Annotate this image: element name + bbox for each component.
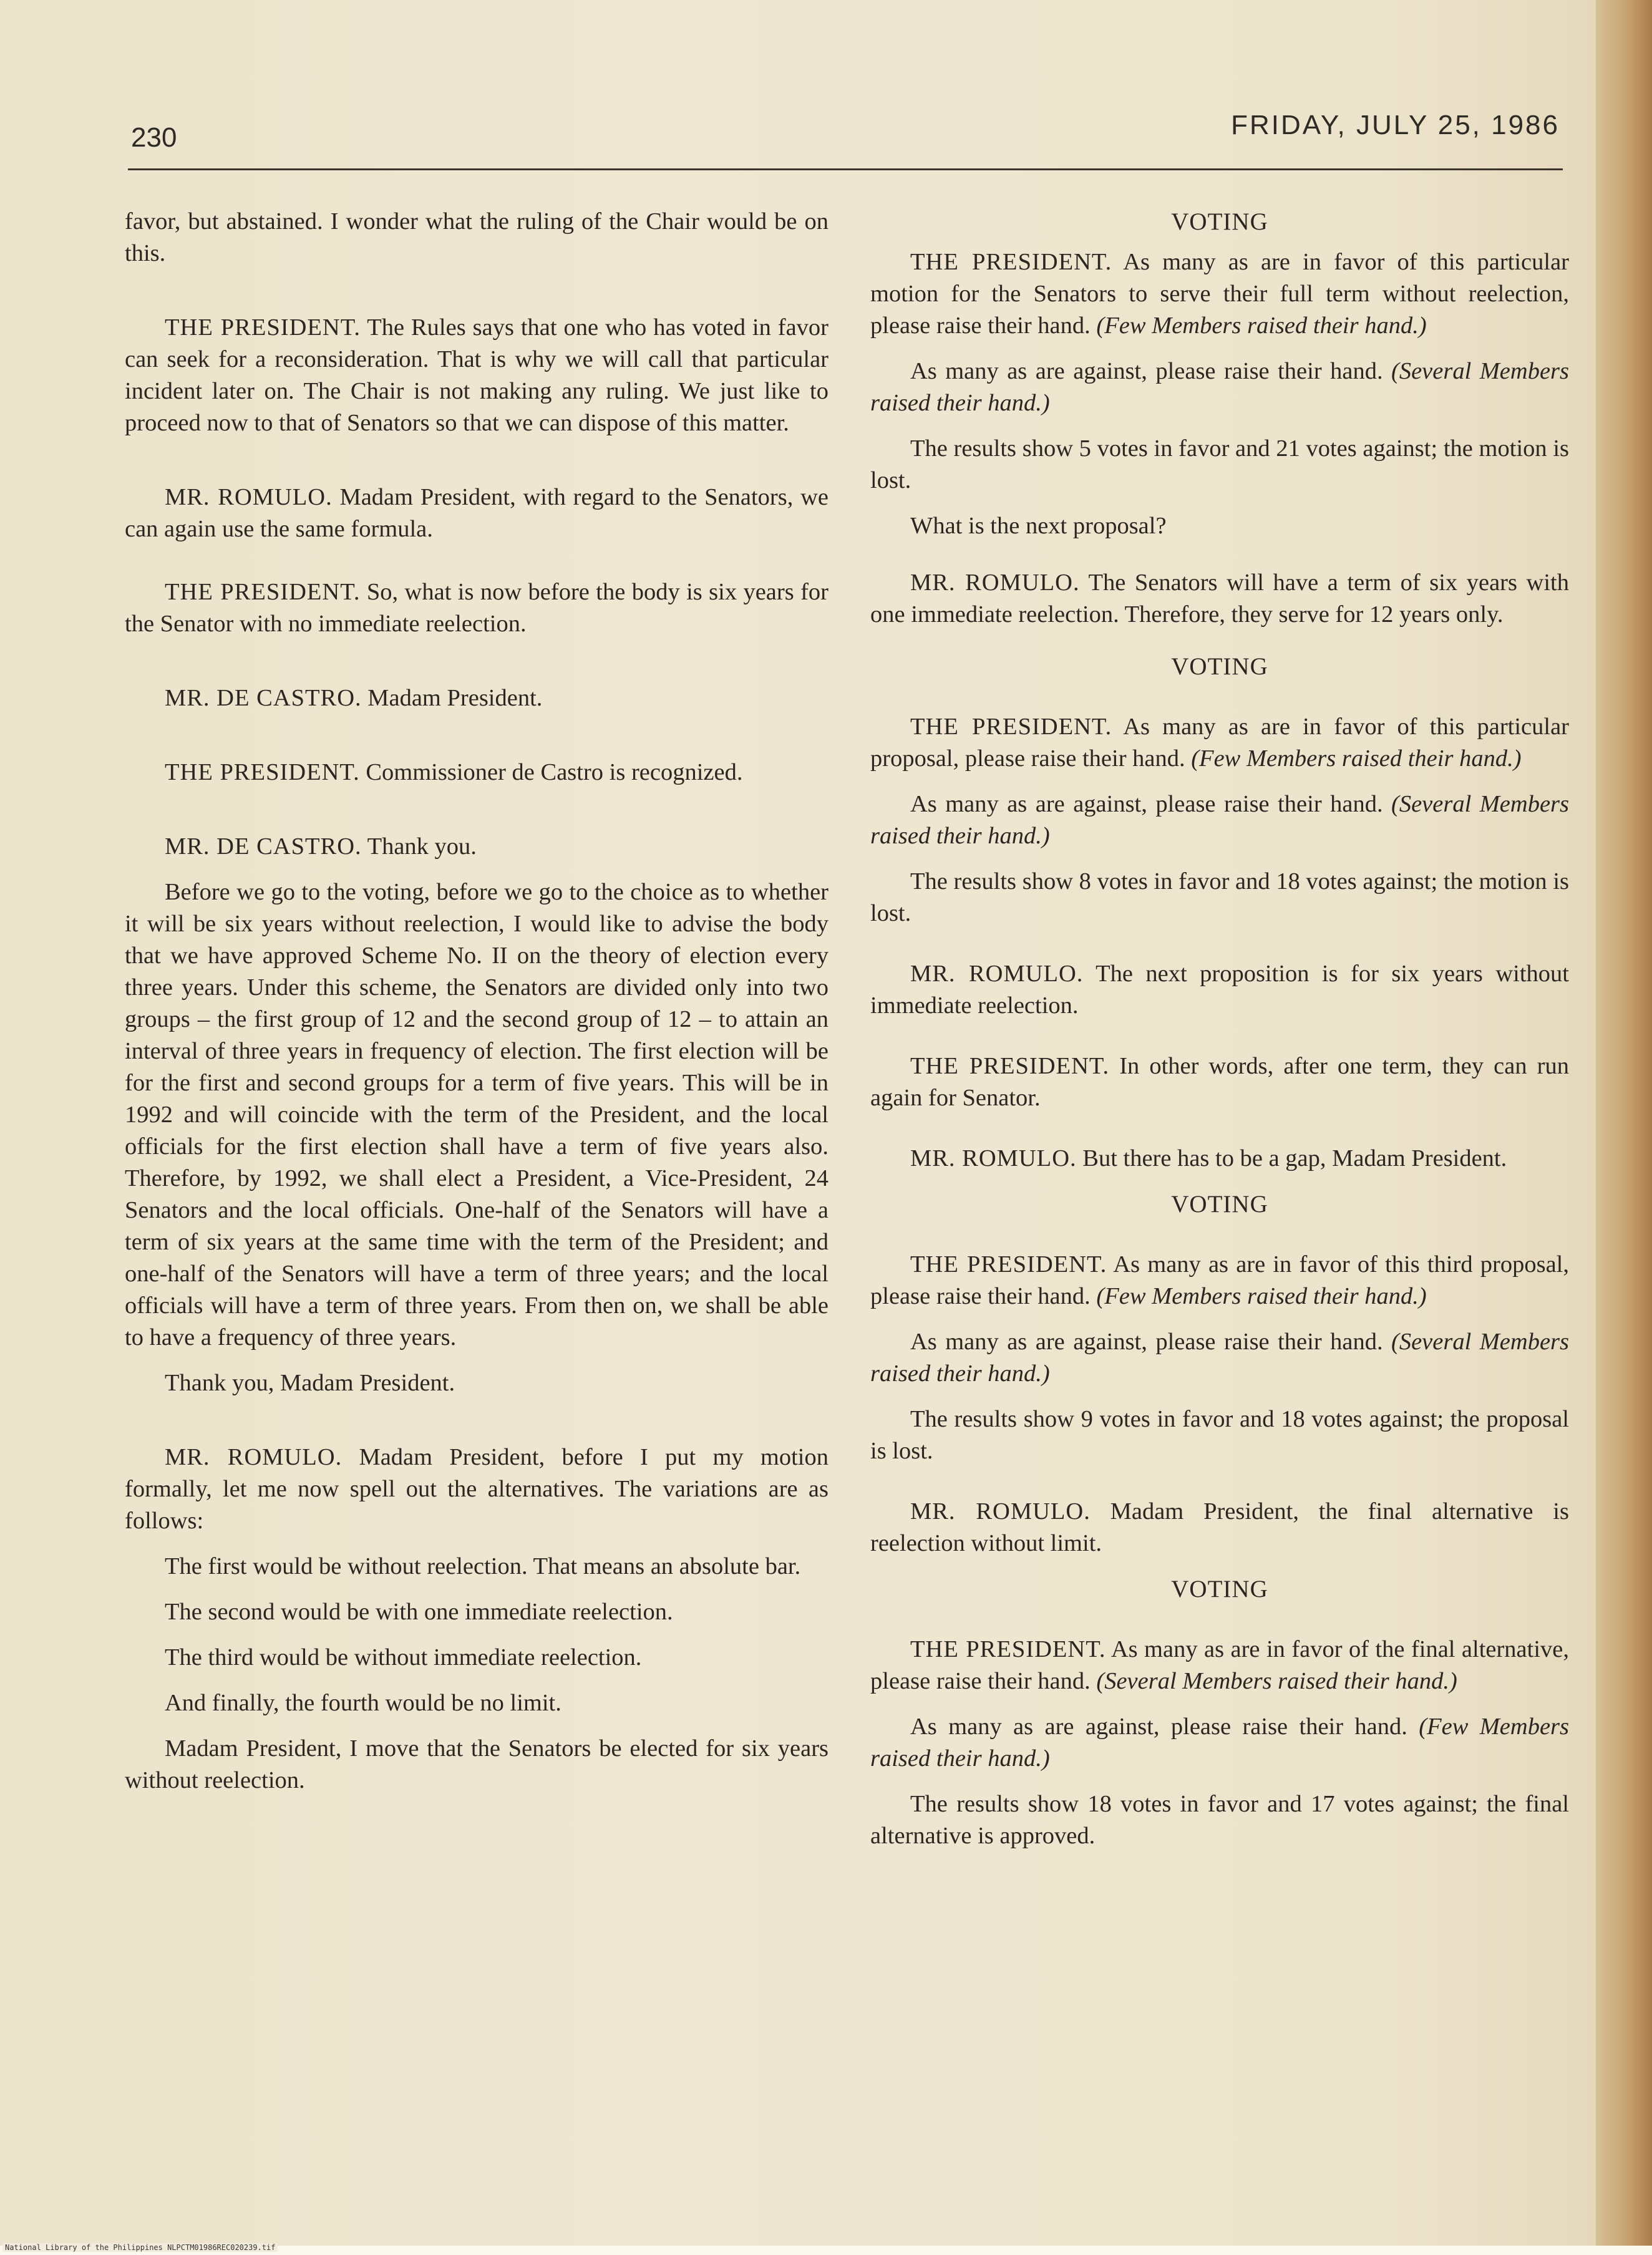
speaker-name: MR. ROMULO.	[910, 570, 1080, 596]
voting-heading: VOTING	[1171, 208, 1268, 235]
paragraph: favor, but abstained. I wonder what the ruling of the Chair would be on this.	[125, 208, 828, 266]
paragraph: And finally, the fourth would be no limit.	[165, 1690, 561, 1716]
paragraph: The results show 9 votes in favor and 18 votes against; the proposal is lost.	[870, 1406, 1569, 1464]
paragraph: What is the next proposal?	[910, 513, 1167, 539]
paragraph: MR. ROMULO. Madam President, with regard to the Senators, we can again use the same formula.	[125, 484, 828, 542]
speaker-name: THE PRESIDENT.	[910, 249, 1112, 275]
speaker-name: THE PRESIDENT.	[165, 314, 361, 341]
paragraph: THE PRESIDENT. As many as are in favor of this particular proposal, please raise their hand. (Few Members raised their hand.)	[870, 714, 1569, 772]
voting-heading: VOTING	[1171, 653, 1268, 680]
scan-credit: National Library of the Philippines NLPCTM01986REC020239.tif	[2, 2243, 278, 2252]
speaker-name: THE PRESIDENT.	[910, 714, 1112, 740]
voting-heading: VOTING	[1171, 1576, 1268, 1603]
paragraph: MR. ROMULO. The next proposition is for six years without immediate reelection.	[870, 961, 1569, 1019]
paragraph: As many as are against, please raise their hand. (Several Members raised their hand.)	[870, 1329, 1569, 1387]
paragraph: THE PRESIDENT. The Rules says that one who has voted in favor can seek for a reconsideration. That is why we will call that particular incident later on. The Chair is not making any ruling. We just like to proceed now to that of Senators so that we can dispose of this matter.	[125, 314, 828, 436]
paragraph: As many as are against, please raise their hand. (Few Members raised their hand.)	[870, 1714, 1570, 1772]
paragraph: Madam President, I move that the Senators be elected for six years without reelection.	[125, 1735, 828, 1793]
paragraph: Thank you, Madam President.	[165, 1370, 455, 1396]
paragraph: MR. ROMULO. Madam President, before I put my motion formally, let me now spell out the alternatives. The variations are as follows:	[125, 1444, 828, 1534]
page-date: FRIDAY, JULY 25, 1986	[1231, 110, 1560, 140]
paragraph: THE PRESIDENT. In other words, after one term, they can run again for Senator.	[870, 1053, 1569, 1111]
stage-direction: (Few Members raised their hand.)	[1096, 313, 1427, 339]
paragraph: The results show 8 votes in favor and 18 votes against; the motion is lost.	[870, 868, 1569, 926]
right-column	[870, 206, 1569, 1866]
voting-heading: VOTING	[1171, 1191, 1268, 1218]
stage-direction: (Several Members raised their hand.)	[870, 1329, 1569, 1387]
speaker-name: MR. ROMULO.	[910, 1498, 1091, 1525]
speaker-name: THE PRESIDENT.	[165, 579, 361, 605]
paragraph: MR. DE CASTRO. Thank you.	[165, 833, 477, 860]
paragraph: THE PRESIDENT. As many as are in favor of this third proposal, please raise their hand. (Few Members raised their hand.)	[870, 1251, 1569, 1309]
stage-direction: (Few Members raised their hand.)	[870, 1714, 1570, 1772]
paragraph: MR. ROMULO. The Senators will have a term of six years with one immediate reelection. Therefore, they serve for 12 years only.	[870, 570, 1569, 628]
speaker-name: MR. DE CASTRO.	[165, 833, 362, 860]
paragraph: MR. DE CASTRO. Madam President.	[165, 685, 543, 711]
paragraph: The third would be without immediate reelection.	[165, 1644, 642, 1671]
paragraph: MR. ROMULO. Madam President, the final alternative is reelection without limit.	[870, 1498, 1569, 1556]
stage-direction: (Several Members raised their hand.)	[870, 791, 1569, 849]
paragraph: THE PRESIDENT. Commissioner de Castro is recognized.	[165, 759, 743, 785]
paragraph: MR. ROMULO. But there has to be a gap, Madam President.	[910, 1145, 1507, 1171]
speaker-name: MR. ROMULO.	[165, 1444, 343, 1470]
stage-direction: (Few Members raised their hand.)	[1096, 1283, 1427, 1309]
header-rule	[128, 168, 1563, 170]
stage-direction: (Several Members raised their hand.)	[1096, 1668, 1457, 1694]
paragraph: The first would be without reelection. That means an absolute bar.	[165, 1553, 801, 1579]
paragraph: THE PRESIDENT. So, what is now before the body is six years for the Senator with no immediate reelection.	[125, 579, 828, 637]
paragraph: As many as are against, please raise their hand. (Several Members raised their hand.)	[870, 358, 1569, 416]
speaker-name: MR. ROMULO.	[910, 961, 1084, 987]
speaker-name: MR. DE CASTRO.	[165, 685, 362, 711]
stage-direction: (Several Members raised their hand.)	[870, 358, 1569, 416]
speaker-name: MR. ROMULO.	[910, 1145, 1077, 1171]
speaker-name: THE PRESIDENT.	[910, 1251, 1107, 1278]
stage-direction: (Few Members raised their hand.)	[1191, 745, 1522, 772]
paragraph: The results show 5 votes in favor and 21 votes against; the motion is lost.	[870, 435, 1569, 493]
paragraph: THE PRESIDENT. As many as are in favor of the final alternative, please raise their hand. (Several Members raised their hand.)	[870, 1636, 1570, 1694]
left-column	[125, 206, 828, 1810]
speaker-name: MR. ROMULO.	[165, 484, 333, 510]
paragraph: THE PRESIDENT. As many as are in favor of this particular motion for the Senators to serve their full term without reelection, please raise their hand. (Few Members raised their hand.)	[870, 249, 1569, 339]
speaker-name: THE PRESIDENT.	[165, 759, 360, 785]
page-number: 230	[131, 122, 177, 153]
speaker-name: THE PRESIDENT.	[910, 1636, 1106, 1662]
paragraph: The results show 18 votes in favor and 17 votes against; the final alternative is approved.	[870, 1791, 1569, 1849]
paragraph: The second would be with one immediate reelection.	[165, 1599, 673, 1625]
paragraph: As many as are against, please raise their hand. (Several Members raised their hand.)	[870, 791, 1569, 849]
paragraph: Before we go to the voting, before we go to the choice as to whether it will be six years without reelection, I would like to advise the body that we have approved Scheme No. II on the theory of election every three years. Under this scheme, the Senators are divided only into two groups – the first group of 12 and the second group of 12 – to attain an interval of three years in frequency of election. The first election will be for the first and second groups for a term of five years. This will be in 1992 and will coincide with the term of the President, and the local officials for the first election shall have a term of five years also. Therefore, by 1992, we shall elect a President, a Vice-President, 24 Senators and the local officials. One-half of the Senators will have a term of six years at the same time with the term of the President; and one-half of the Senators will have a term of three years; and the local officials will have a term of three years. From then on, we shall be able to have a frequency of three years.	[125, 879, 828, 1351]
book-binding-edge	[1596, 0, 1652, 2246]
speaker-name: THE PRESIDENT.	[910, 1053, 1110, 1079]
